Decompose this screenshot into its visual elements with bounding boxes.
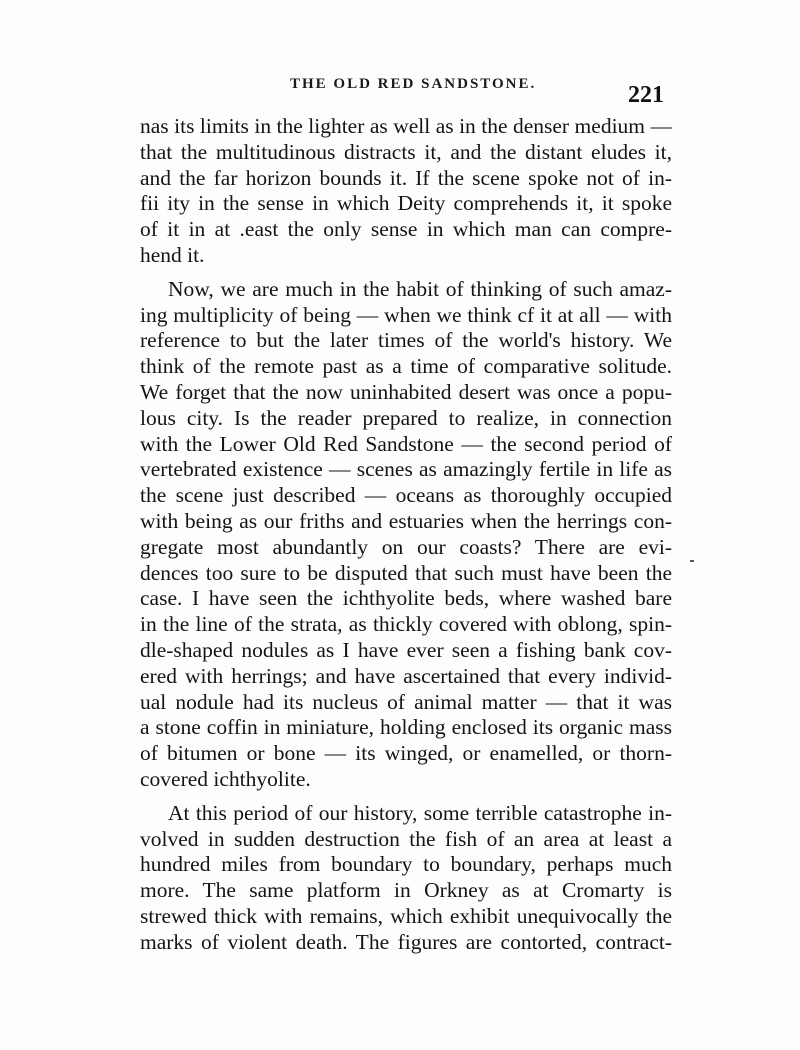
paragraph-3 — [140, 801, 672, 956]
text-line: hend it. — [140, 242, 205, 267]
text-line: volved in sudden destruction the fish of an area at least a — [140, 826, 672, 851]
scan-speck — [690, 560, 694, 562]
text-line: a stone coffin in miniature, holding enclosed its organic mass — [140, 715, 672, 740]
text-line: case. I have seen the ichthyolite beds, where washed bare — [140, 586, 672, 611]
text-line: dences too sure to be disputed that such must have been the — [140, 560, 672, 585]
text-line: gregate most abundantly on our coasts? There are evi- — [140, 534, 672, 559]
text-line: strewed thick with remains, which exhibit unequivocally the — [140, 903, 672, 928]
text-line: At this period of our history, some terrible catastrophe in- — [168, 800, 672, 825]
text-line: with the Lower Old Red Sandstone — the second period of — [140, 431, 672, 456]
text-line: nas its limits in the lighter as well as in the denser medium — — [140, 114, 672, 138]
text-line: Now, we are much in the habit of thinking of such amaz- — [168, 276, 672, 301]
text-line: lous city. Is the reader prepared to realize, in connection — [140, 405, 672, 430]
text-line: with being as our friths and estuaries when the herrings con- — [140, 508, 672, 533]
paragraph-2 — [140, 277, 672, 793]
text-line: dle-shaped nodules as I have ever seen a fishing bank cov- — [140, 637, 672, 662]
text-line: covered ichthyolite. — [140, 766, 311, 791]
page-number: 221 — [628, 82, 664, 108]
text-line: that the multitudinous distracts it, and the distant eludes it, — [140, 139, 672, 164]
running-head: THE OLD RED SANDSTONE. — [290, 76, 537, 92]
text-line: the scene just described — oceans as thoroughly occupied — [140, 483, 672, 508]
text-line: fii ity in the sense in which Deity comprehends it, it spoke — [140, 191, 672, 216]
text-line: ered with herrings; and have ascertained that every individ- — [140, 663, 672, 688]
text-line: vertebrated existence — scenes as amazingly fertile in life as — [140, 457, 672, 482]
text-line: marks of violent death. The figures are contorted, contract- — [140, 929, 672, 954]
text-line: reference to but the later times of the world's history. We — [140, 328, 672, 353]
text-line: in the line of the strata, as thickly covered with oblong, spin- — [140, 612, 672, 637]
text-line: We forget that the now uninhabited desert was once a popu- — [140, 379, 672, 404]
text-line: of it in at .east the only sense in which man can compre- — [140, 217, 672, 242]
text-line: ing multiplicity of being — when we think cf it at all — with — [140, 302, 672, 327]
text-line: and the far horizon bounds it. If the scene spoke not of in- — [140, 165, 672, 190]
text-line: of bitumen or bone — its winged, or enamelled, or thorn- — [140, 741, 672, 766]
paragraph-1 — [140, 114, 672, 269]
text-line: hundred miles from boundary to boundary, perhaps much — [140, 852, 672, 877]
text-line: more. The same platform in Orkney as at Cromarty is — [140, 878, 672, 903]
body-text — [140, 114, 672, 956]
text-line: ual nodule had its nucleus of animal matter — that it was — [140, 689, 672, 714]
text-line: think of the remote past as a time of comparative solitude. — [140, 354, 672, 379]
